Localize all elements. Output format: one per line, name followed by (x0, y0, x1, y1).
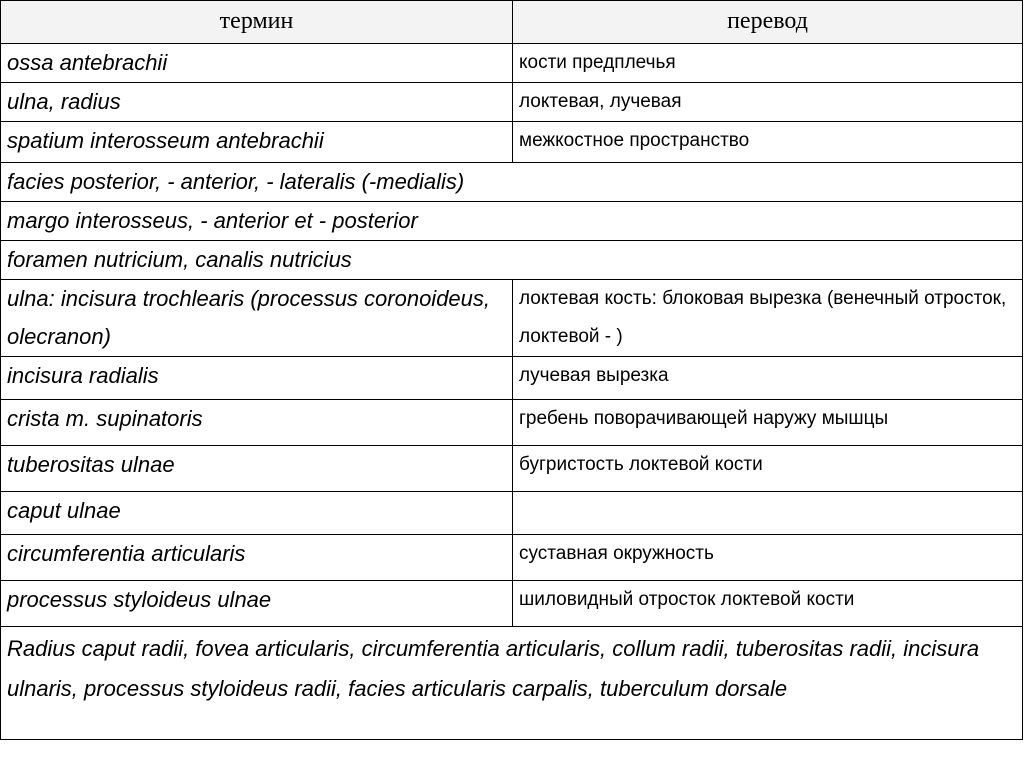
translation-cell: кости предплечья (513, 44, 1023, 83)
header-row (1, 1, 1023, 44)
term-cell: circumferentia articularis (1, 535, 513, 581)
term-cell: caput ulnae (1, 492, 513, 535)
term-cell: foramen nutricium, canalis nutricius (1, 241, 1023, 280)
table-row (1, 122, 1023, 163)
table-row (1, 492, 1023, 535)
translation-cell: межкостное пространство (513, 122, 1023, 163)
term-cell: processus styloideus ulnae (1, 581, 513, 627)
translation-cell (513, 492, 1023, 535)
table-row-footer (1, 627, 1023, 740)
translation-cell: суставная окружность (513, 535, 1023, 581)
table-row (1, 400, 1023, 446)
term-cell: crista m. supinatoris (1, 400, 513, 446)
table-row (1, 202, 1023, 241)
translation-cell: лучевая вырезка (513, 357, 1023, 400)
term-cell: incisura radialis (1, 357, 513, 400)
translation-cell: гребень поворачивающей наружу мышцы (513, 400, 1023, 446)
table-row (1, 535, 1023, 581)
translation-cell: бугристость локтевой кости (513, 446, 1023, 492)
table-row (1, 280, 1023, 357)
table-row (1, 241, 1023, 280)
footer-cell: Radius caput radii, fovea articularis, circumferentia articularis, collum radii, tuberositas radii, incisura ulnaris, processus styloideus radii, facies articularis carpalis, tuberculum dorsale (1, 627, 1023, 740)
table-row (1, 357, 1023, 400)
table-row (1, 163, 1023, 202)
term-cell: spatium interosseum antebrachii (1, 122, 513, 163)
table-row (1, 44, 1023, 83)
term-cell: tuberositas ulnae (1, 446, 513, 492)
term-cell: margo interosseus, - anterior et - posterior (1, 202, 1023, 241)
translation-cell: локтевая, лучевая (513, 83, 1023, 122)
translation-cell: шиловидный отросток локтевой кости (513, 581, 1023, 627)
term-cell: facies posterior, - anterior, - lateralis (-medialis) (1, 163, 1023, 202)
table-row (1, 83, 1023, 122)
term-cell: ulna, radius (1, 83, 513, 122)
translation-cell: локтевая кость: блоковая вырезка (венечный отросток, локтевой - ) (513, 280, 1023, 357)
table-row (1, 581, 1023, 627)
term-cell: ossa antebrachii (1, 44, 513, 83)
table-row (1, 446, 1023, 492)
header-term: термин (1, 1, 513, 44)
header-translation: перевод (513, 1, 1023, 44)
term-cell: ulna: incisura trochlearis (processus coronoideus, olecranon) (1, 280, 513, 357)
